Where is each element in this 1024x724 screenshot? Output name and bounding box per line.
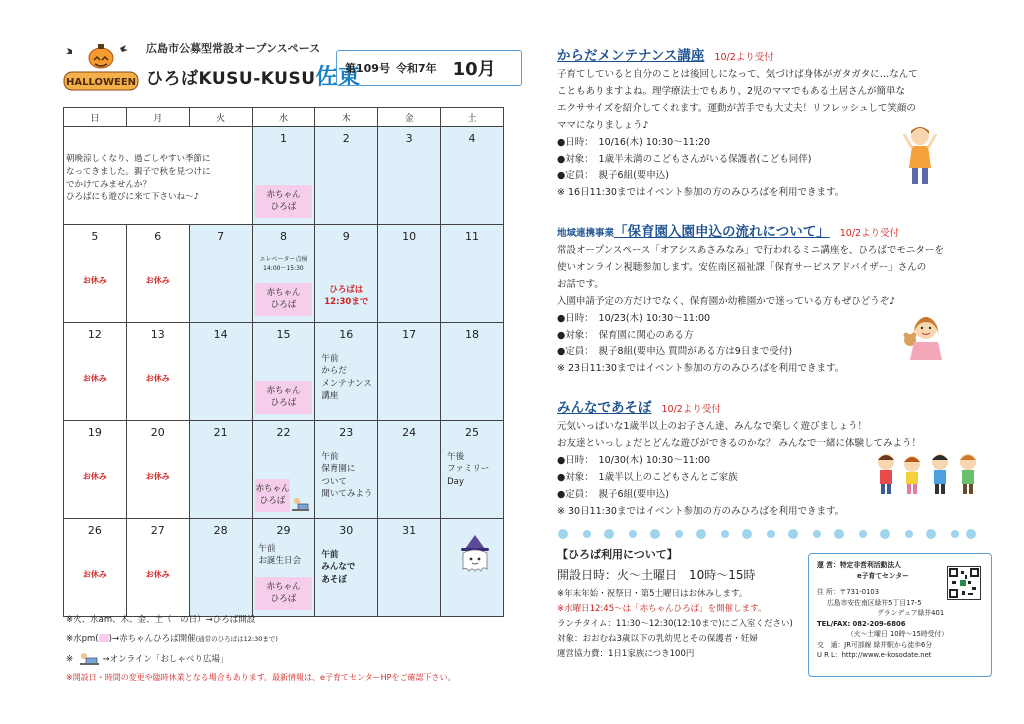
weekday-sun: 日 (64, 108, 127, 127)
day-number: 9 (342, 230, 350, 243)
mom-with-teddy-icon (900, 310, 950, 366)
day-cell-12 (64, 323, 127, 421)
day-cell-16 (315, 323, 378, 421)
text-line: 子育てしていると自分のことは後回しになって、気づけば身体がガタガタに…なんて (557, 69, 918, 80)
day-number: 26 (87, 524, 102, 537)
text-line: ●定員： 親子6組(要申込) (557, 488, 669, 500)
day-number: 19 (87, 426, 102, 439)
usage-title: 【ひろば利用について】 (557, 548, 678, 561)
weekday-mon: 月 (126, 108, 189, 127)
day-number: 31 (402, 524, 417, 537)
stretching-mom-icon (898, 124, 942, 190)
day-cell-10 (378, 225, 441, 323)
section-title: からだメンテナンス講座 (557, 48, 705, 64)
text-line: こともありますよね。理学療法士でもあり、2児のママでもある土居さんが簡単な (557, 85, 906, 97)
closed-label: お休み (82, 374, 107, 383)
day-cell-6 (126, 225, 189, 323)
day-cell-31 (378, 519, 441, 617)
day-number: 4 (468, 132, 476, 145)
day-number: 7 (217, 230, 225, 243)
elevator-note: エレベーター点検 14:00～15:30 (259, 256, 308, 272)
closed-label: お休み (82, 276, 107, 285)
organization-box (808, 553, 992, 677)
org-operator: 運 営：特定非営利活動法人 (817, 561, 901, 569)
text-line: ●対象： 1歳半未満のこどもさんがいる保護者(こども同伴) (557, 153, 812, 165)
day-number: 3 (405, 132, 413, 145)
intro-cell (64, 127, 253, 225)
calendar-week (64, 519, 504, 617)
day-cell-14 (189, 323, 252, 421)
day-number: 13 (150, 328, 165, 341)
text-line: 入園申請予定の方だけでなく、保育園か幼稚園かで迷っている方もぜひどうぞ♪ (557, 295, 896, 307)
day-cell-21 (189, 421, 252, 519)
org-name: e子育てセンター (857, 571, 909, 580)
day-number: 5 (91, 230, 99, 243)
baby-hiroba-badge: 赤ちゃん ひろば (255, 577, 313, 610)
footnote-text: (通常のひろばは12:30まで) (195, 634, 278, 643)
pink-chip (99, 634, 109, 642)
weekday-row (64, 108, 504, 127)
text-line: ●日時： 10/16(木) 10:30～11:20 (557, 136, 711, 148)
day-number: 24 (402, 426, 417, 439)
day-number: 1 (279, 132, 287, 145)
closed-label: お休み (145, 374, 170, 383)
day-cell-15 (252, 323, 315, 421)
day-number: 12 (87, 328, 102, 341)
day-cell-7 (189, 225, 252, 323)
text-line: ●対象： 保育園に関心のある方 (557, 329, 694, 341)
calendar-week (64, 225, 504, 323)
day-number: 14 (213, 328, 228, 341)
day-number: 17 (402, 328, 417, 341)
day-number: 27 (150, 524, 165, 537)
section-label: 地域連携事業 (557, 228, 615, 239)
day-number: 22 (276, 426, 291, 439)
footnote-baby-hiroba (66, 633, 456, 646)
day-cell-13 (126, 323, 189, 421)
day-cell-29 (252, 519, 315, 617)
baby-hiroba-badge: 赤ちゃん ひろば (255, 479, 291, 512)
text-line: ※ 30日11:30まではイベント参加の方のみひろばを利用できます。 (557, 505, 845, 517)
event-note: 午前 お誕生日会 (258, 544, 302, 567)
usage-line: 対象：おおむね3歳以下の乳幼児とその保護者・妊婦 (557, 633, 758, 644)
day-cell-5 (64, 225, 127, 323)
weekday-thu: 木 (315, 108, 378, 127)
day-cell-8 (252, 225, 315, 323)
day-cell-18 (441, 323, 504, 421)
weekday-tue: 火 (189, 108, 252, 127)
closed-label: お休み (145, 472, 170, 481)
calendar-week (64, 323, 504, 421)
org-phone: TEL/FAX: 082-209-6806 (817, 619, 906, 628)
intro-text: 朝晩涼しくなり、過ごしやすい季節に なってきました。親子で秋を見つけに でかけてみませんか？ ひろばにも遊びに来て下さいね～♪ (66, 154, 211, 203)
section-date: 10/2より受付 (714, 52, 774, 63)
day-cell-24 (378, 421, 441, 519)
logo-text: HALLOWEEN (65, 77, 137, 88)
text-line: 元気いっぱいな1歳半以上のお子さん達、みんなで楽しく遊びましょう！ (557, 421, 868, 432)
footnote-online (66, 652, 456, 666)
dotted-divider (557, 526, 977, 540)
section-title: 「保育園入園申込の流れについて」 (614, 224, 830, 240)
footnote-text: ※水pm( (66, 633, 99, 644)
text-line: 使いオンライン視聴参加します。安佐南区福祉課「保育サービスアドバイザー」さんの (557, 261, 927, 273)
footnote-open-days: ※火、水am、木、金、土（ の日）→ひろば開設 (66, 615, 256, 625)
day-cell-26 (64, 519, 127, 617)
event-note: 午前 からだ メンテナンス 講座 (321, 354, 372, 401)
title-accent: 佐東 (315, 65, 361, 90)
section-title: みんなであそぼ (557, 400, 652, 416)
text-line: ※ 23日11:30まではイベント参加の方のみひろばを利用できます。 (557, 363, 845, 375)
day-number: 30 (339, 524, 354, 537)
weekday-sat: 土 (441, 108, 504, 127)
day-cell-9 (315, 225, 378, 323)
day-number: 10 (402, 230, 417, 243)
laptop-icon (290, 496, 310, 512)
closed-label: お休み (82, 570, 107, 579)
text-line: ●対象： 1歳半以上のこどもさんとご家族 (557, 471, 738, 483)
usage-info (557, 546, 797, 661)
title-main: ひろばKUSU-KUSU (146, 69, 316, 89)
day-cell-11 (441, 225, 504, 323)
closed-label: お休み (145, 570, 170, 579)
day-number: 28 (213, 524, 228, 537)
qr-code-icon (947, 566, 981, 600)
day-number: 29 (276, 524, 291, 537)
day-cell-23 (315, 421, 378, 519)
footnote-text: →オンライン「おしゃべり広場」 (102, 654, 229, 664)
weekday-wed: 水 (252, 108, 315, 127)
org-url[interactable]: U R L：http://www.e-kosodate.net (817, 651, 932, 660)
footnote-text: ※ (66, 654, 74, 664)
calendar-footnotes (66, 614, 456, 690)
text-line: お友達といっしょだとどんな遊びができるのかな？ みんなで一緒に体験してみよう！ (557, 437, 922, 449)
ghost-cell (441, 519, 504, 617)
day-cell-22 (252, 421, 315, 519)
ghost-witch-icon (455, 533, 497, 577)
day-cell-1 (252, 127, 315, 225)
subtitle: 広島市公募型常設オープンスペース (146, 42, 321, 55)
section-date: 10/2より受付 (661, 404, 721, 415)
hiroba-until-note: ひろばは 12:30まで (324, 285, 369, 307)
org-address: 住 所：〒731-0103 (817, 588, 880, 597)
day-cell-3 (378, 127, 441, 225)
day-number: 16 (339, 328, 354, 341)
org-access: 交 通：JR可部線 緑井駅から徒歩6分 (817, 640, 933, 649)
text-line: ●日時： 10/30(木) 10:30～11:00 (557, 454, 711, 466)
text-line: ●定員： 親子8組(要申込 質問がある方は9日まで受付) (557, 346, 793, 358)
day-cell-27 (126, 519, 189, 617)
page-title (146, 60, 361, 91)
day-number: 18 (465, 328, 480, 341)
day-cell-4 (441, 127, 504, 225)
day-cell-25 (441, 421, 504, 519)
children-playing-icon (872, 450, 992, 502)
usage-line: ※水曜日12:45～は「赤ちゃんひろば」を開催します。 (557, 603, 767, 614)
footnote-changes: ※開設日・時間の変更や臨時休業となる場合もあります。最新情報は、e子育てセンターHPをご確認下さい。 (66, 672, 456, 682)
usage-hours: 開設日時：火～土曜日 10時～15時 (557, 568, 756, 582)
footnote-text: )→赤ちゃんひろば開催 (108, 633, 196, 644)
org-hours: （火～土曜日 10時～15時受付） (847, 630, 949, 639)
text-line: ●定員： 親子6組(要申込) (557, 170, 669, 182)
closed-label: お休み (82, 472, 107, 481)
usage-line: 運営協力費：1日1家族につき100円 (557, 648, 695, 659)
text-line: ●日時： 10/23(木) 10:30～11:00 (557, 312, 711, 324)
day-cell-30 (315, 519, 378, 617)
event-note: 午前 保育園に ついて 聞いてみよう (321, 452, 373, 499)
day-cell-20 (126, 421, 189, 519)
laptop-icon (76, 652, 100, 666)
text-line: ママになりましょう♪ (557, 119, 649, 131)
section-date: 10/2より受付 (839, 228, 900, 239)
event-note: 午前 みんなで あそぼ (321, 550, 356, 585)
org-address: 広島市安佐南区緑井5丁目17-5 (827, 598, 922, 607)
usage-line: ※年末年始・祝祭日・第5土曜日はお休みします。 (557, 589, 748, 599)
era-year: 令和7年 (395, 62, 437, 75)
text-line: お話です。 (557, 278, 604, 290)
day-cell-2 (315, 127, 378, 225)
weekday-fri: 金 (378, 108, 441, 127)
day-number: 25 (465, 426, 480, 439)
issue-number: 第109号 (345, 62, 390, 75)
org-address: グランデュア緑井401 (877, 609, 945, 618)
halloween-logo (62, 38, 140, 98)
baby-hiroba-badge: 赤ちゃん ひろば (255, 283, 313, 316)
issue-box (336, 50, 522, 86)
baby-hiroba-badge: 赤ちゃん ひろば (255, 185, 313, 218)
text-line: ※ 16日11:30まではイベント参加の方のみひろばを利用できます。 (557, 187, 845, 199)
day-number: 2 (342, 132, 350, 145)
day-number: 15 (276, 328, 291, 341)
baby-hiroba-badge: 赤ちゃん ひろば (255, 381, 313, 414)
event-note: 午後 ファミリー Day (447, 452, 490, 487)
day-cell-17 (378, 323, 441, 421)
text-line: エクササイズを紹介してくれます。運動が苦手でも大丈夫！リフレッシュして笑顔の (557, 102, 916, 114)
closed-label: お休み (145, 276, 170, 285)
calendar-table (63, 107, 504, 617)
day-cell-19 (64, 421, 127, 519)
day-cell-28 (189, 519, 252, 617)
day-number: 23 (339, 426, 354, 439)
day-number: 21 (213, 426, 228, 439)
text-line: 常設オープンスペース「オアシスあさみなみ」で行われるミニ講座を、ひろばでモニターを (557, 245, 944, 256)
month-label: 10月 (452, 59, 496, 80)
day-number: 8 (279, 230, 287, 243)
day-number: 20 (150, 426, 165, 439)
usage-line: ランチタイム：11:30～12:30(12:10まで)にご入室ください) (557, 618, 793, 629)
day-number: 6 (154, 230, 162, 243)
calendar-week (64, 421, 504, 519)
calendar-week (64, 127, 504, 225)
day-number: 11 (465, 230, 480, 243)
